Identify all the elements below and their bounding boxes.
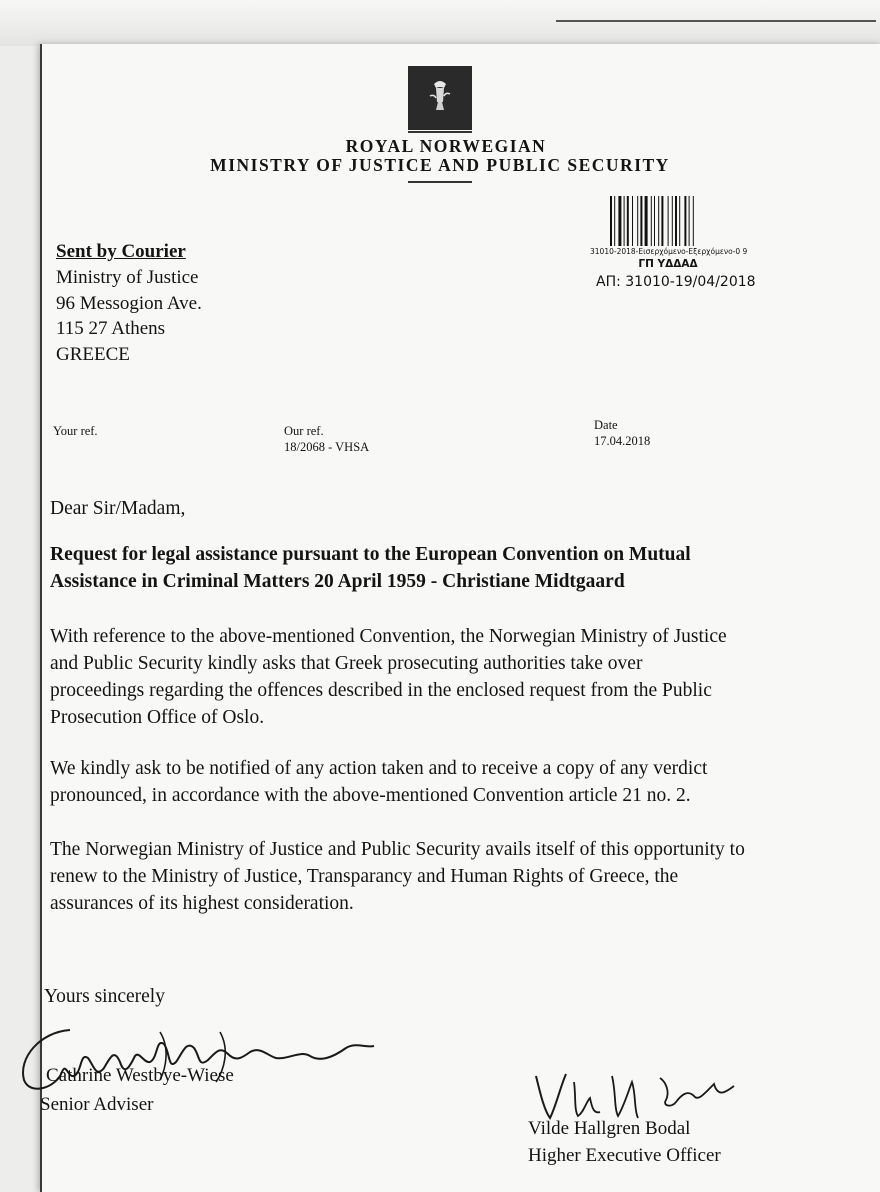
letterhead-line1: ROYAL NORWEGIAN — [345, 136, 547, 156]
norway-coat-of-arms-icon — [408, 66, 472, 130]
our-ref-label: Our ref. — [284, 424, 324, 438]
subject-line: Request for legal assistance pursuant to the European Convention on Mutual — [50, 544, 691, 565]
closing: Yours sincerely — [44, 986, 165, 1007]
letterhead-line2: MINISTRY OF JUSTICE AND PUBLIC SECURITY — [210, 155, 670, 175]
signatory-title: Higher Executive Officer — [528, 1145, 721, 1166]
paragraph-2 — [50, 755, 860, 809]
registry-department: ΓΠ ΥΔΔΑΔ — [638, 258, 698, 270]
date-value: 17.04.2018 — [594, 434, 651, 448]
letterhead-rule-top — [408, 131, 472, 133]
paragraph-line: and Public Security kindly asks that Greek prosecuting authorities take over — [50, 653, 643, 674]
signature-right — [520, 1062, 760, 1124]
paragraph-line: proceedings regarding the offences described in the enclosed request from the Public — [50, 680, 712, 701]
barcode-text: 31010-2018-Εισερχόμενο-Εξερχόμενο-0 9 — [590, 247, 748, 256]
signatory-name: Cathrine Westbye-Wiese — [46, 1065, 234, 1086]
paragraph-line: renew to the Ministry of Justice, Transparancy and Human Rights of Greece, the — [50, 866, 679, 887]
our-ref-value: 18/2068 - VHSA — [284, 440, 370, 454]
subject-line: Assistance in Criminal Matters 20 April 1959 - Christiane Midtgaard — [50, 571, 625, 592]
protocol-number: ΑΠ: 31010-19/04/2018 — [596, 274, 756, 290]
paragraph-line: pronounced, in accordance with the above-mentioned Convention article 21 no. 2. — [50, 785, 691, 806]
paragraph-3 — [50, 836, 860, 917]
signatory-name: Vilde Hallgren Bodal — [528, 1118, 691, 1139]
recipient-line: Ministry of Justice — [56, 267, 199, 288]
paragraph-1 — [50, 623, 860, 731]
paragraph-line: assurances of its highest consideration. — [50, 893, 354, 914]
your-ref-label: Your ref. — [53, 424, 98, 438]
delivery-note: Sent by Courier — [56, 241, 186, 262]
background-page-strip — [0, 0, 880, 46]
barcode-icon — [608, 196, 746, 246]
letter-subject — [50, 541, 860, 595]
paper-edge — [556, 20, 876, 22]
date-label: Date — [594, 418, 618, 432]
recipient-line: GREECE — [56, 344, 130, 365]
paragraph-line: We kindly ask to be notified of any action taken and to receive a copy of any verdict — [50, 758, 708, 779]
salutation: Dear Sir/Madam, — [50, 498, 186, 519]
recipient-line: 96 Messogion Ave. — [56, 293, 202, 314]
paragraph-line: With reference to the above-mentioned Convention, the Norwegian Ministry of Justice — [50, 626, 727, 647]
letterhead-rule-bottom — [408, 181, 472, 183]
recipient-line: 115 27 Athens — [56, 318, 166, 339]
paragraph-line: The Norwegian Ministry of Justice and Public Security avails itself of this opportunity to — [50, 839, 745, 860]
paragraph-line: Prosecution Office of Oslo. — [50, 707, 265, 728]
signatory-title: Senior Adviser — [40, 1094, 154, 1115]
